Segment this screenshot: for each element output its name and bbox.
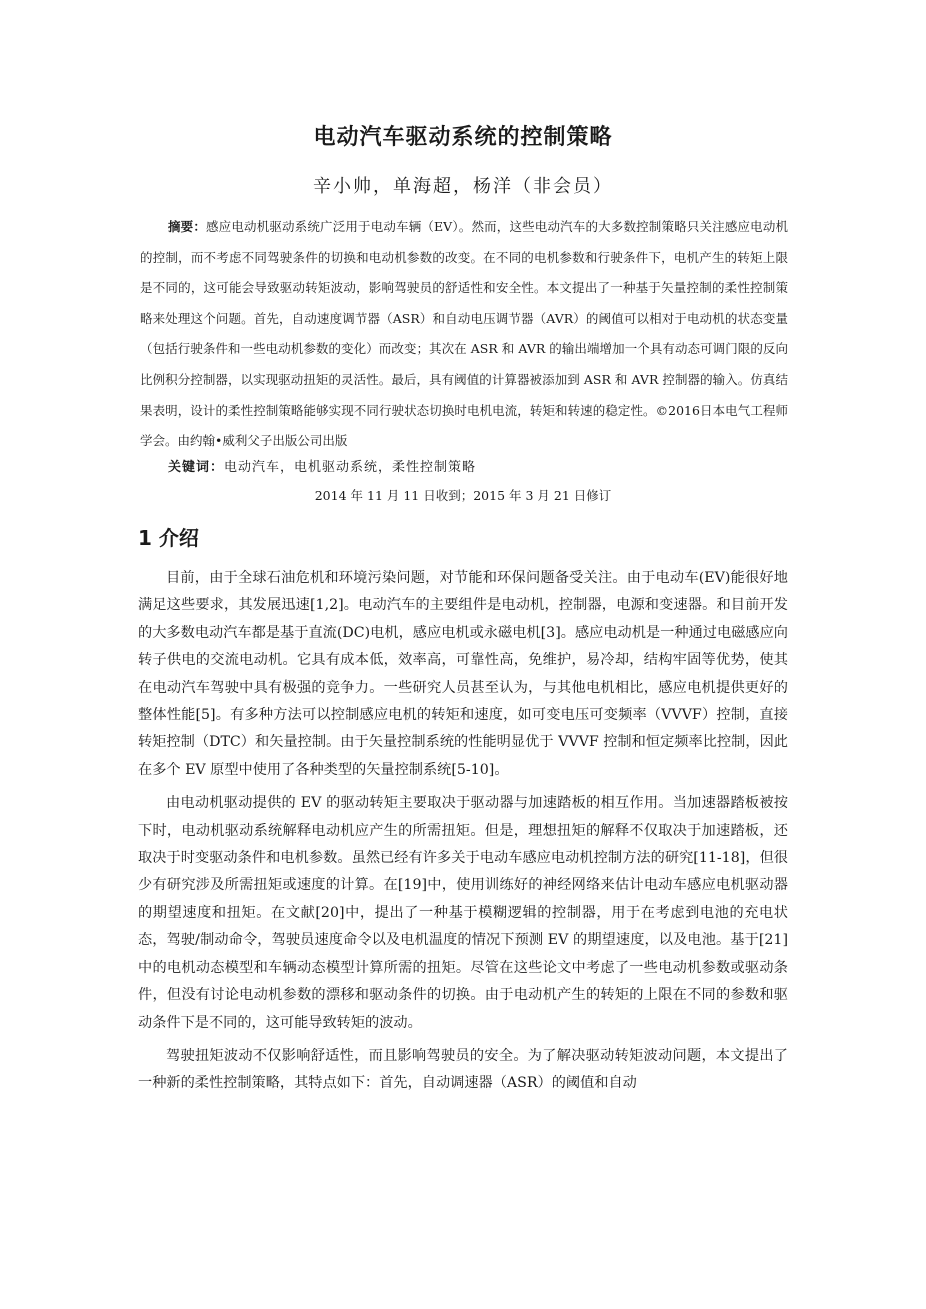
- paper-title: 电动汽车驱动系统的控制策略: [313, 125, 613, 150]
- abstract-text: 感应电动机驱动系统广泛用于电动车辆（EV）。然而，这些电动汽车的大多数控制策略只关注感应电动机的控制，而不考虑不同驾驶条件的切换和电动机参数的改变。在不同的电机参数和行驶条件下，电机产生的转矩上限是不同的，这可能会导致驱动转矩波动，影响驾驶员的舒适性和安全性。本文提出了一种基于矢量控制的柔性控制策略来处理这个问题。首先，自动速度调节器（ASR）和自动电压调节器（AVR）的阈值可以相对于电动机的状态变量（包括行驶条件和一些电动机参数的变化）而改变；其次在 ASR 和 AVR 的输出端增加一个具有动态可调门限的反向比例积分控制器，以实现驱动扭矩的灵活性。最后，具有阈值的计算器被添加到 ASR 和 AVR 控制器的输入。仿真结果表明，设计的柔性控制策略能够实现不同行驶状态切换时电机电流，转矩和转速的稳定性。©2016日本电气工程师学会。由约翰•威利父子出版公司出版: [140, 219, 788, 449]
- section-heading-introduction: 1 介绍: [138, 526, 199, 550]
- keywords-line: [168, 456, 476, 480]
- body-paragraph: 目前，由于全球石油危机和环境污染问题，对节能和环保问题备受关注。由于电动车(EV)能很好地满足这些要求，其发展迅速[1,2]。电动汽车的主要组件是电动机，控制器，电源和变速器。和目前开发的大多数电动汽车都是基于直流(DC)电机，感应电机或永磁电机[3]。感应电动机是一种通过电磁感应向转子供电的交流电动机。它具有成本低，效率高，可靠性高，免维护，易冷却，结构牢固等优势，使其在电动汽车驾驶中具有极强的竞争力。一些研究人员甚至认为，与其他电机相比，感应电机提供更好的整体性能[5]。有多种方法可以控制感应电机的转矩和速度，如可变电压可变频率（VVVF）控制，直接转矩控制（DTC）和矢量控制。由于矢量控制系统的性能明显优于 VVVF 控制和恒定频率比控制，因此在多个 EV 原型中使用了各种类型的矢量控制系统[5-10]。: [138, 570, 788, 778]
- keywords-label: 关键词：: [168, 460, 225, 475]
- body-paragraph: 由电动机驱动提供的 EV 的驱动转矩主要取决于驱动器与加速踏板的相互作用。当加速器踏板被按下时，电动机驱动系统解释电动机应产生的所需扭矩。但是，理想扭矩的解释不仅取决于加速踏板，还取决于时变驱动条件和电机参数。虽然已经有许多关于电动车感应电动机控制方法的研究[11-18]，但很少有研究涉及所需扭矩或速度的计算。在[19]中，使用训练好的神经网络来估计电动车感应电机驱动器的期望速度和扭矩。在文献[20]中，提出了一种基于模糊逻辑的控制器，用于在考虑到电池的充电状态，驾驶/制动命令，驾驶员速度命令以及电机温度的情况下预测 EV 的期望速度，以及电池。基于[21]中的电机动态模型和车辆动态模型计算所需的扭矩。尽管在这些论文中考虑了一些电动机参数或驱动条件，但没有讨论电动机参数的漂移和驱动条件的切换。由于电动机产生的转矩的上限在不同的参数和驱动条件下是不同的，这可能导致转矩的波动。: [138, 795, 788, 1031]
- body-text: [138, 565, 788, 1104]
- received-revised-dates: 2014 年 11 月 11 日收到；2015 年 3 月 21 日修订: [314, 488, 612, 503]
- body-paragraph: 驾驶扭矩波动不仅影响舒适性，而且影响驾驶员的安全。为了解决驱动转矩波动问题，本文提出了一种新的柔性控制策略，其特点如下：首先，自动调速器（ASR）的阈值和自动: [138, 1047, 788, 1092]
- abstract-label: 摘要：: [168, 219, 207, 234]
- keywords-text: 电动汽车，电机驱动系统，柔性控制策略: [224, 460, 477, 475]
- author-list: 辛小帅，单海超，杨洋（非会员）: [313, 176, 613, 197]
- abstract-block: [140, 212, 788, 457]
